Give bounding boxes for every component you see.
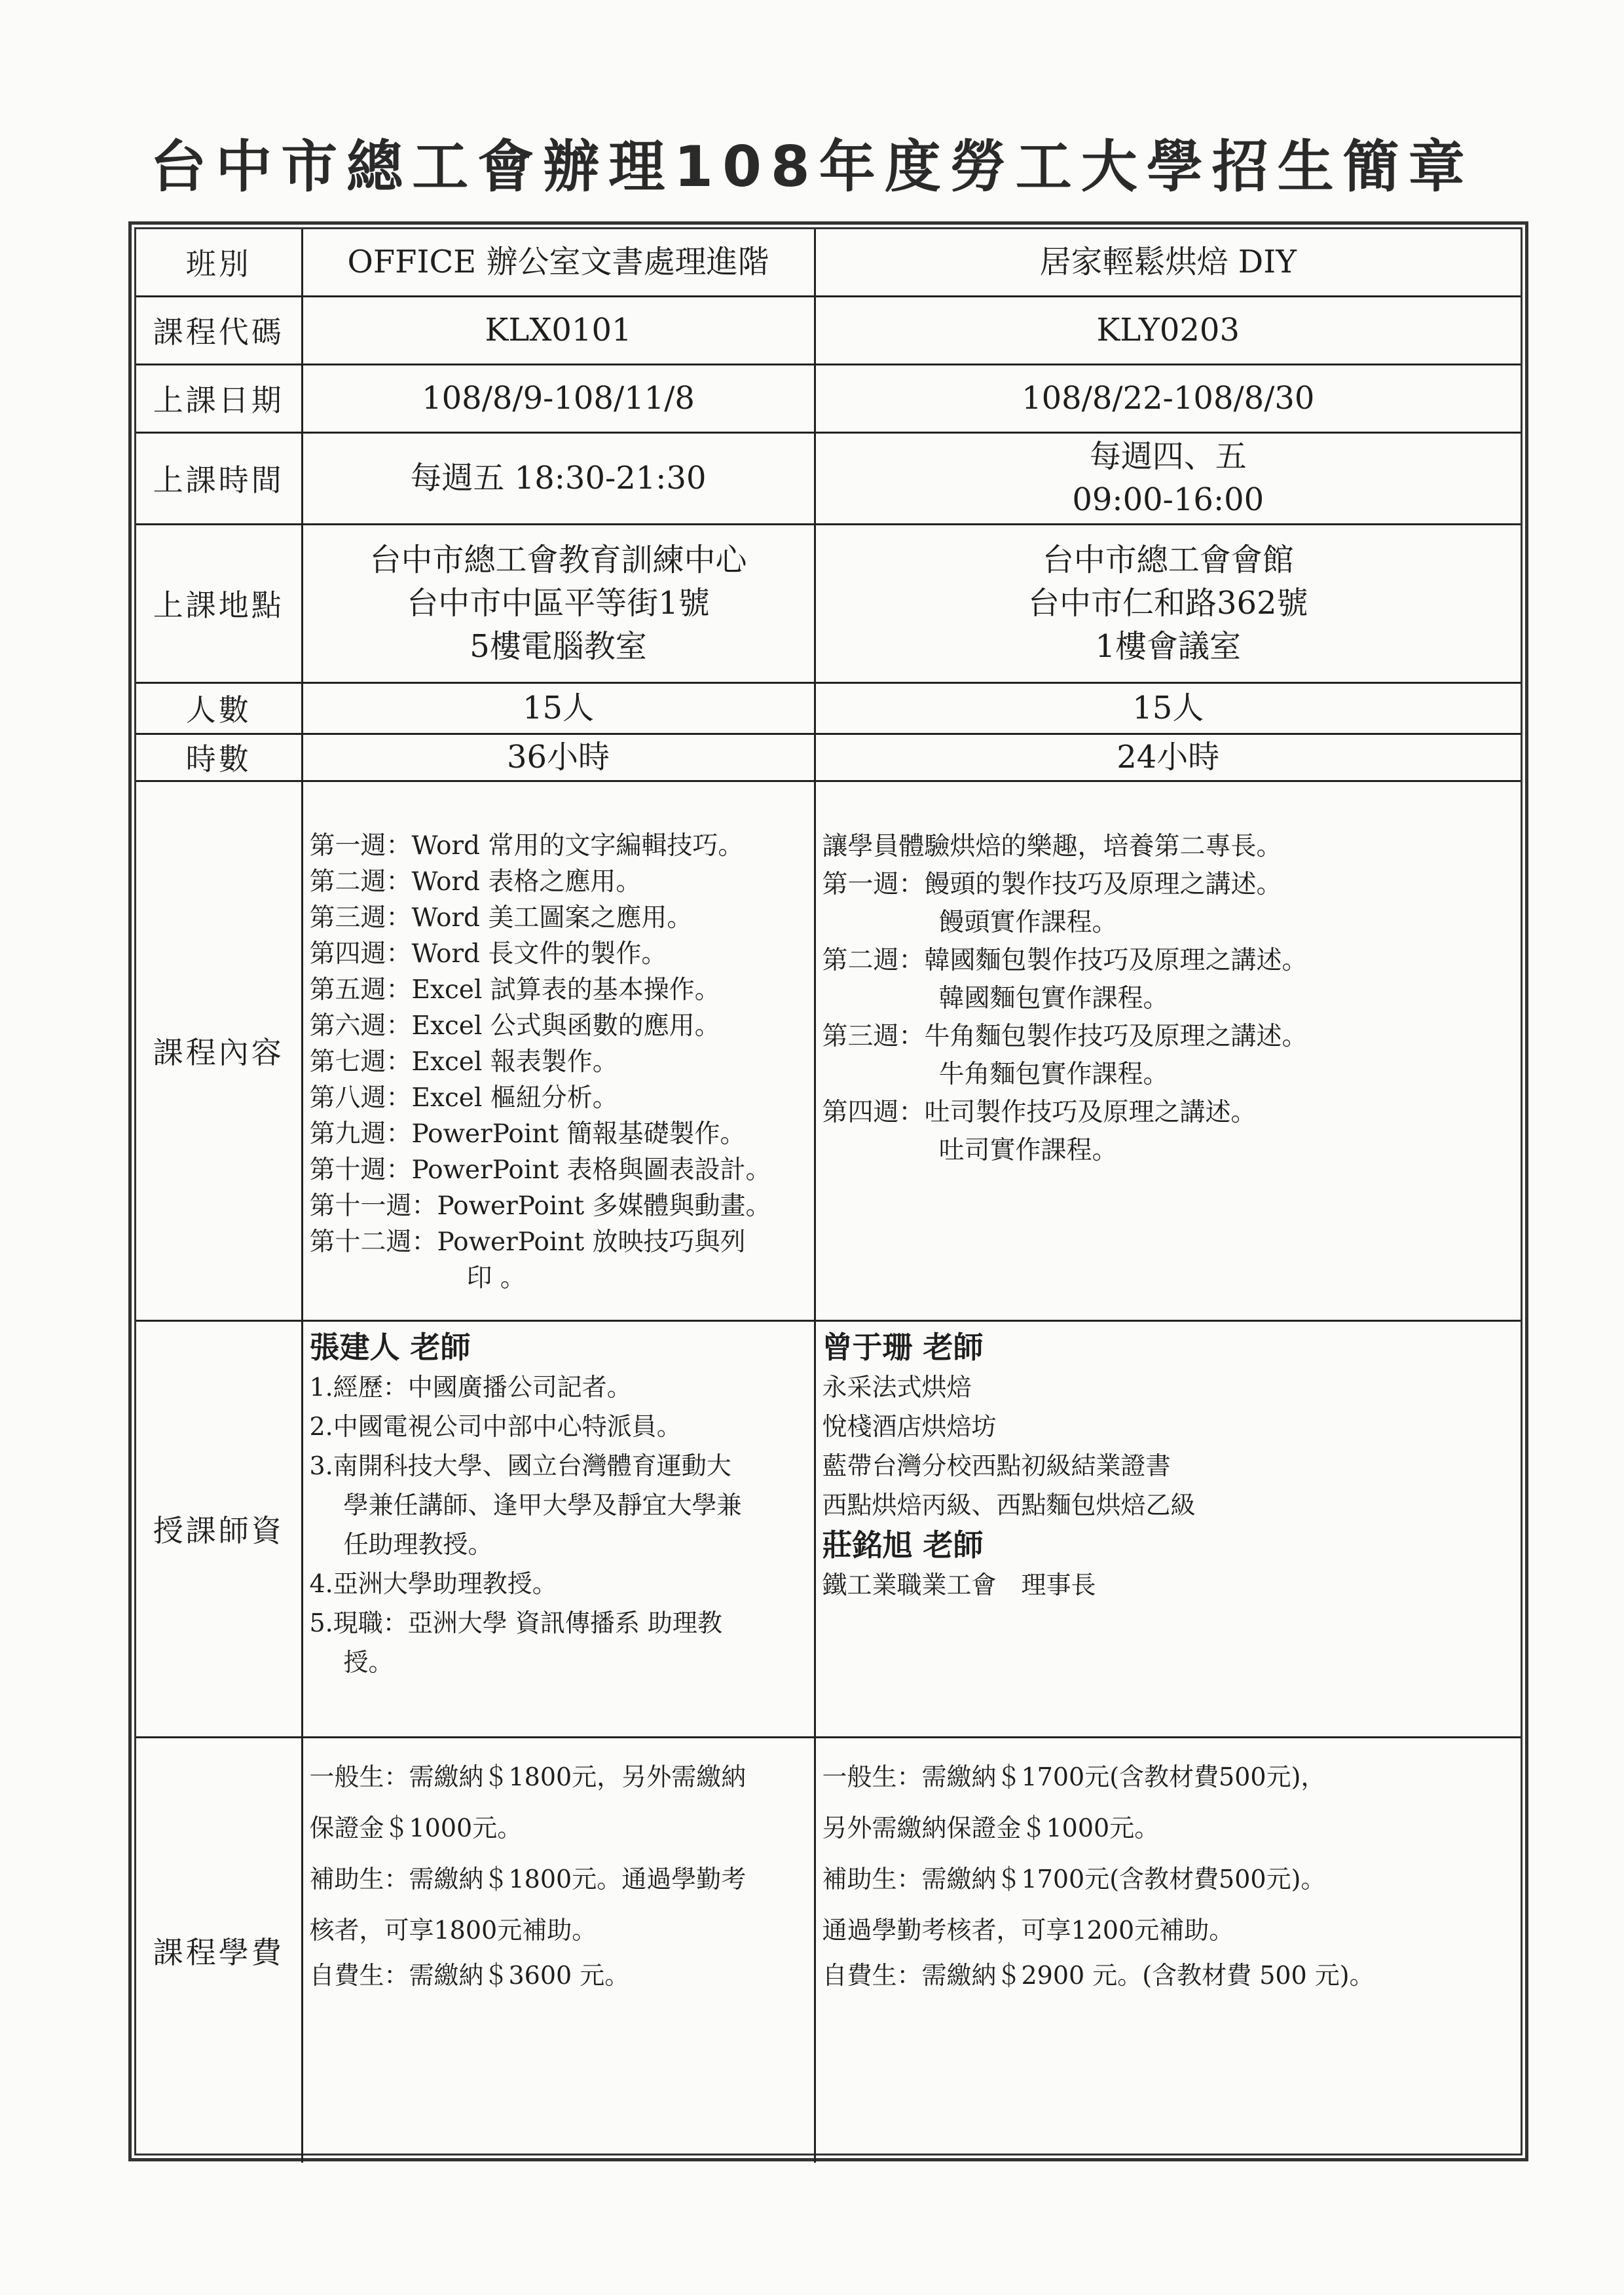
content-item: 第二週：Word 表格之應用。 [309, 867, 642, 897]
course-2-fees [815, 1737, 1521, 2163]
fee-line: 一般生：需繳納＄1800元，另外需繳納 [309, 1762, 747, 1791]
label-capacity: 人數 [136, 682, 302, 734]
course-1-location [302, 524, 815, 682]
course-2-location-room: 1樓會議室 [1095, 628, 1242, 665]
label-class: 班別 [136, 229, 302, 296]
teacher-bio-line: 2.中國電視公司中部中心特派員。 [309, 1411, 682, 1441]
course-1-location-address: 台中市中區平等街1號 [407, 585, 710, 622]
content-item: 第五週：Excel 試算表的基本操作。 [309, 975, 720, 1005]
content-item: 第六週：Excel 公式與函數的應用。 [309, 1011, 720, 1041]
course-2-teachers [815, 1320, 1521, 1737]
teacher-bio-line: 西點烘焙丙級、西點麵包烘焙乙級 [822, 1490, 1196, 1520]
course-1-time-line: 每週五 18:30-21:30 [410, 460, 707, 496]
content-item: 第一週：饅頭的製作技巧及原理之講述。 [822, 869, 1282, 899]
fee-line: 一般生：需繳納＄1700元(含教材費500元)， [822, 1762, 1326, 1791]
label-code: 課程代碼 [136, 296, 302, 364]
row-dates [136, 364, 1521, 432]
course-table [136, 229, 1521, 2163]
course-2-location-address: 台中市仁和路362號 [1027, 585, 1308, 622]
course-1-time [302, 432, 815, 524]
teacher-bio-line: 5.現職：亞洲大學 資訊傳播系 助理教 [309, 1608, 722, 1637]
course-2-capacity: 15人 [815, 682, 1521, 734]
row-content [136, 781, 1521, 1320]
fee-line: 補助生：需繳納＄1700元(含教材費500元)。 [822, 1864, 1326, 1894]
row-code [136, 296, 1521, 364]
course-2-time [815, 432, 1521, 524]
content-item-continuation: 韓國麵包實作課程。 [938, 983, 1169, 1013]
content-item: 第三週：牛角麵包製作技巧及原理之講述。 [822, 1021, 1308, 1051]
row-hours [136, 734, 1521, 781]
teacher-bio-line: 授。 [343, 1647, 394, 1677]
content-item: 第三週：Word 美工圖案之應用。 [309, 903, 693, 933]
teacher-bio-line: 鐵工業職業工會 理事長 [822, 1570, 1096, 1599]
content-item: 第四週：Word 長文件的製作。 [309, 939, 667, 969]
content-item: 第八週：Excel 樞紐分析。 [309, 1083, 618, 1113]
course-2-code: KLY0203 [815, 296, 1521, 364]
teacher-bio-line: 3.南開科技大學、國立台灣體育運動大 [309, 1451, 731, 1480]
content-item-continuation: 吐司實作課程。 [938, 1135, 1118, 1165]
label-content: 課程內容 [136, 781, 302, 1320]
course-2-location-venue: 台中市總工會會館 [1042, 542, 1294, 578]
teacher-bio-line: 4.亞洲大學助理教授。 [309, 1569, 557, 1598]
teacher-name: 張建人 老師 [309, 1329, 471, 1365]
course-2-dates: 108/8/22-108/8/30 [815, 364, 1521, 432]
course-1-content [302, 781, 815, 1320]
row-time [136, 432, 1521, 524]
fee-line: 補助生：需繳納＄1800元。通過學勤考 [309, 1864, 747, 1894]
course-2-time-hours: 09:00-16:00 [1072, 481, 1264, 518]
course-2-hours: 24小時 [815, 734, 1521, 781]
content-item: 第九週：PowerPoint 簡報基礎製作。 [309, 1119, 746, 1149]
row-capacity [136, 682, 1521, 734]
page-title: 台中市總工會辦理108年度勞工大學招生簡章 [150, 134, 1474, 200]
label-teachers: 授課師資 [136, 1320, 302, 1737]
course-2-class-name: 居家輕鬆烘焙 DIY [815, 229, 1521, 296]
course-1-capacity: 15人 [302, 682, 815, 734]
teacher-name: 曾于珊 老師 [822, 1329, 984, 1365]
label-hours: 時數 [136, 734, 302, 781]
course-2-time-days: 每週四、五 [1089, 438, 1247, 475]
fee-line: 通過學勤考核者，可享1200元補助。 [822, 1915, 1234, 1945]
fee-line: 自費生：需繳納＄2900 元。(含教材費 500 元)。 [822, 1960, 1375, 1990]
content-item: 第十二週：PowerPoint 放映技巧與列 [309, 1227, 746, 1257]
content-item-continuation: 印 。 [466, 1263, 526, 1293]
row-fees [136, 1737, 1521, 2163]
course-1-code: KLX0101 [302, 296, 815, 364]
row-class [136, 229, 1521, 296]
label-fees: 課程學費 [136, 1737, 302, 2163]
course-1-dates: 108/8/9-108/11/8 [302, 364, 815, 432]
fee-line: 核者，可享1800元補助。 [309, 1915, 597, 1945]
fee-line: 自費生：需繳納＄3600 元。 [309, 1960, 630, 1990]
row-location [136, 524, 1521, 682]
content-item-continuation: 饅頭實作課程。 [938, 907, 1118, 937]
content-item: 第一週：Word 常用的文字編輯技巧。 [309, 830, 744, 861]
course-1-hours: 36小時 [302, 734, 815, 781]
row-teachers [136, 1320, 1521, 1737]
fee-line: 保證金＄1000元。 [309, 1813, 523, 1842]
teacher-name: 莊銘旭 老師 [822, 1527, 984, 1563]
content-item: 第十一週：PowerPoint 多媒體與動畫。 [309, 1191, 771, 1221]
course-1-teachers [302, 1320, 815, 1737]
content-item-continuation: 牛角麵包實作課程。 [938, 1059, 1169, 1089]
label-location: 上課地點 [136, 524, 302, 682]
course-1-class-name: OFFICE 辦公室文書處理進階 [302, 229, 815, 296]
course-1-fees [302, 1737, 815, 2163]
teacher-bio-line: 1.經歷：中國廣播公司記者。 [309, 1372, 632, 1402]
content-item: 第七週：Excel 報表製作。 [309, 1047, 618, 1077]
fee-line: 另外需繳納保證金＄1000元。 [822, 1813, 1160, 1842]
course-2-content [815, 781, 1521, 1320]
content-item: 第二週：韓國麵包製作技巧及原理之講述。 [822, 945, 1308, 975]
content-item: 第四週：吐司製作技巧及原理之講述。 [822, 1097, 1257, 1127]
teacher-bio-line: 學兼任講師、逢甲大學及靜宜大學兼 [343, 1490, 742, 1520]
course-1-location-venue: 台中市總工會教育訓練中心 [369, 542, 747, 578]
teacher-bio-line: 任助理教授。 [343, 1529, 493, 1559]
label-time: 上課時間 [136, 432, 302, 524]
course-2-location [815, 524, 1521, 682]
teacher-bio-line: 永采法式烘焙 [822, 1372, 972, 1402]
course-1-location-room: 5樓電腦教室 [470, 628, 647, 665]
content-item: 第十週：PowerPoint 表格與圖表設計。 [309, 1155, 771, 1185]
content-intro: 讓學員體驗烘焙的樂趣，培養第二專長。 [822, 831, 1282, 861]
teacher-bio-line: 藍帶台灣分校西點初級結業證書 [822, 1451, 1171, 1480]
label-dates: 上課日期 [136, 364, 302, 432]
teacher-bio-line: 悅棧酒店烘焙坊 [822, 1411, 997, 1441]
